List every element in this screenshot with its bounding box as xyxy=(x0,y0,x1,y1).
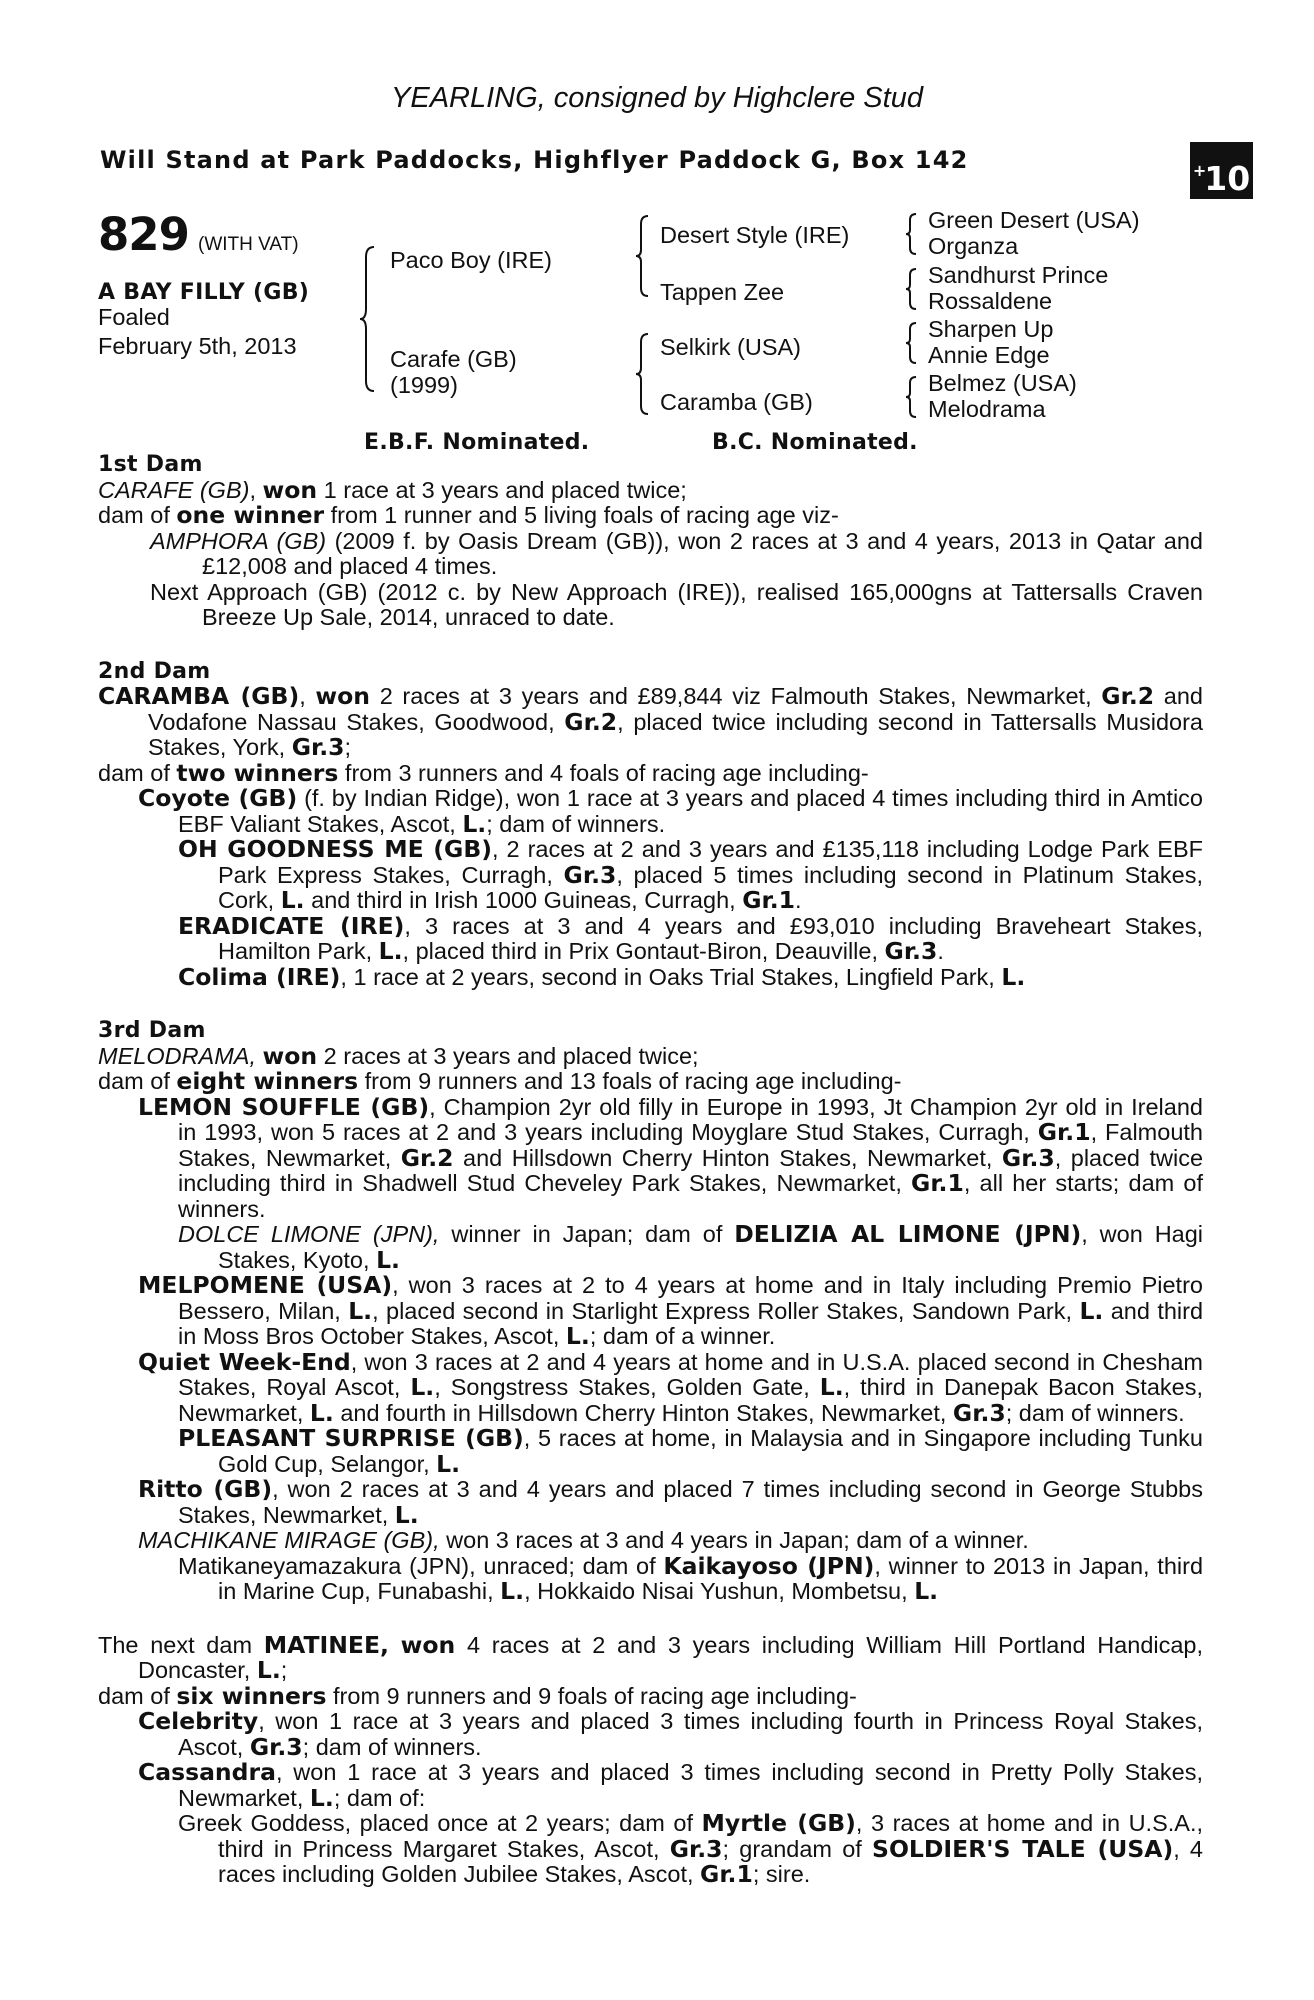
brace-dam-line xyxy=(636,332,650,416)
produce-celebrity: Celebrity, won 1 race at 3 years and placed 3 times including fourth in Princess Royal Stakes, Ascot, Gr.3; dam of winners. xyxy=(138,1707,1203,1761)
brace-g3 xyxy=(906,321,918,365)
badge-number: 10 xyxy=(1204,159,1251,198)
produce-cassandra: Cassandra, won 1 race at 3 years and placed 3 times including second in Pretty Polly Stakes, Newmarket, L.; dam of: xyxy=(138,1758,1203,1812)
produce-pleasant-surprise: PLEASANT SURPRISE (GB), 5 races at home, in Malaysia and in Singapore including Tunku Gold Cup, Selangor, L. xyxy=(178,1424,1203,1478)
lot-vat: (WITH VAT) xyxy=(198,234,299,255)
sire-name: Paco Boy (IRE) xyxy=(390,247,552,273)
brace-sire-dam xyxy=(360,245,376,393)
produce-greek-goddess: Greek Goddess, placed once at 2 years; dam of Myrtle (GB), 3 races at home and in U.S.A., third in Princess Margaret Stakes, Ascot, Gr.3; grandam of SOLDIER'S TALE (USA), 4 races including Golden Jubilee Stakes, Ascot, Gr.1; sire. xyxy=(178,1809,1204,1888)
produce-oh-goodness-me: OH GOODNESS ME (GB), 2 races at 2 and 3 years and £135,118 including Lodge Park EBF Park Express Stakes, Curragh, Gr.3, placed 5 times including second in Platinum Stakes, Cork, L. and third in Irish 1000 Guineas, Curragh, Gr.1. xyxy=(178,835,1204,914)
dam2-produce-summary: dam of two winners from 3 runners and 4 foals of racing age including- xyxy=(98,758,869,787)
sire-sire: Desert Style (IRE) xyxy=(660,222,850,248)
brace-g4 xyxy=(906,375,918,419)
dam-sire: Selkirk (USA) xyxy=(660,334,802,360)
ped-dds: Belmez (USA) xyxy=(928,370,1077,396)
horse-title: A BAY FILLY (GB) xyxy=(98,280,310,305)
produce-ritto: Ritto (GB), won 2 races at 3 and 4 years and placed 7 times including second in George Stubbs Stakes, Newmarket, L. xyxy=(138,1475,1203,1529)
dam3-produce-summary: dam of eight winners from 9 runners and 13 foals of racing age including- xyxy=(98,1067,902,1095)
dam1-record: CARAFE (GB), won 1 race at 3 years and placed twice; xyxy=(98,475,687,504)
dam2-heading: 2nd Dam xyxy=(98,658,211,684)
ped-dsd: Annie Edge xyxy=(928,342,1050,368)
catalogue-content xyxy=(98,452,1203,1888)
foaled-label: Foaled xyxy=(98,304,170,330)
produce-eradicate: ERADICATE (IRE), 3 races at 3 and 4 years and £93,010 including Braveheart Stakes, Hamilton Park, L., placed third in Prix Gontaut-Biron, Deauville, Gr.3. xyxy=(178,911,1203,965)
brace-g2 xyxy=(906,267,918,311)
foaled-date: February 5th, 2013 xyxy=(98,333,297,359)
produce-machikane-mirage: MACHIKANE MIRAGE (GB), won 3 races at 3 and 4 years in Japan; dam of a winner. xyxy=(138,1527,1029,1553)
ebf-nominated: E.B.F. Nominated. xyxy=(364,430,590,455)
dam-name: Carafe (GB) xyxy=(390,346,517,372)
ped-sds: Sandhurst Prince xyxy=(928,262,1109,288)
produce-dolce-limone: DOLCE LIMONE (JPN), winner in Japan; dam of DELIZIA AL LIMONE (JPN), won Hagi Stakes, Kyoto, L. xyxy=(178,1220,1204,1274)
ped-ssd: Organza xyxy=(928,233,1019,259)
dam-dam: Caramba (GB) xyxy=(660,389,813,415)
dam1-produce-summary: dam of one winner from 1 runner and 5 living foals of racing age viz- xyxy=(98,501,839,529)
stand-location: Will Stand at Park Paddocks, Highflyer Paddock G, Box 142 xyxy=(100,146,969,174)
next-dam-produce-summary: dam of six winners from 9 runners and 9 foals of racing age including- xyxy=(98,1681,857,1710)
dam1-heading: 1st Dam xyxy=(98,452,203,477)
page-title: YEARLING, consigned by Highclere Stud xyxy=(391,82,923,114)
produce-next-approach: Next Approach (GB) (2012 c. by New Approach (IRE)), realised 165,000gns at Tattersalls Craven Breeze Up Sale, 2014, unraced to date. xyxy=(150,578,1203,630)
produce-amphora: AMPHORA (GB) (2009 f. by Oasis Dream (GB)), won 2 races at 3 and 4 years, 2013 in Qatar and £12,008 and placed 4 times. xyxy=(150,527,1203,579)
ped-dss: Sharpen Up xyxy=(928,316,1054,342)
dam2-record: CARAMBA (GB), won 2 races at 3 years and £89,844 viz Falmouth Stakes, Newmarket, Gr.2 and Vodafone Nassau Stakes, Goodwood, Gr.2, placed twice including second in Tattersalls Musidora Stakes, York, Gr.3; xyxy=(98,682,1203,761)
ped-ddd: Melodrama xyxy=(928,396,1046,422)
produce-colima: Colima (IRE), 1 race at 2 years, second in Oaks Trial Stakes, Lingfield Park, L. xyxy=(178,962,1026,991)
produce-lemon-souffle: LEMON SOUFFLE (GB), Champion 2yr old filly in Europe in 1993, Jt Champion 2yr old in Ireland in 1993, won 5 races at 2 and 3 years including Moyglare Stud Stakes, Curragh, Gr.1, Falmouth Stakes, Newmarket, Gr.2 and Hillsdown Cherry Hinton Stakes, Newmarket, Gr.3, placed twice including third in Shadwell Stud Cheveley Park Stakes, Newmarket, Gr.1, all her starts; dam of winners. xyxy=(138,1092,1204,1222)
ped-sss: Green Desert (USA) xyxy=(928,207,1140,233)
lot-number: 829 xyxy=(98,208,189,261)
bc-nominated: B.C. Nominated. xyxy=(712,430,918,455)
lot-badge xyxy=(1190,142,1253,199)
dam3-record: MELODRAMA, won 2 races at 3 years and placed twice; xyxy=(98,1041,699,1070)
next-dam-record: The next dam MATINEE, won 4 races at 2 and 3 years including William Hill Portland Handicap, Doncaster, L.; xyxy=(98,1630,1204,1684)
produce-melpomene: MELPOMENE (USA), won 3 races at 2 to 4 years at home and in Italy including Premio Pietro Bessero, Milan, L., placed second in Starlight Express Roller Stakes, Sandown Park, L. and third in Moss Bros October Stakes, Ascot, L.; dam of a winner. xyxy=(138,1271,1204,1350)
produce-coyote: Coyote (GB) (f. by Indian Ridge), won 1 race at 3 years and placed 4 times including third in Amtico EBF Valiant Stakes, Ascot, L.; dam of winners. xyxy=(138,784,1204,838)
sire-dam: Tappen Zee xyxy=(660,279,785,305)
ped-sdd: Rossaldene xyxy=(928,288,1053,314)
badge-plus: + xyxy=(1192,161,1207,180)
brace-g1 xyxy=(906,212,918,256)
dam-year: (1999) xyxy=(390,372,458,398)
dam3-heading: 3rd Dam xyxy=(98,1018,206,1043)
brace-sire-line xyxy=(636,214,650,298)
produce-quiet-week-end: Quiet Week-End, won 3 races at 2 and 4 years at home and in U.S.A. placed second in Chesham Stakes, Royal Ascot, L., Songstress Stakes, Golden Gate, L., third in Danepak Bacon Stakes, Newmarket, L. and fourth in Hillsdown Cherry Hinton Stakes, Newmarket, Gr.3; dam of winners. xyxy=(138,1347,1204,1427)
produce-matikaneyamazakura: Matikaneyamazakura (JPN), unraced; dam of Kaikayoso (JPN), winner to 2013 in Japan, third in Marine Cup, Funabashi, L., Hokkaido Nisai Yushun, Mombetsu, L. xyxy=(178,1551,1204,1605)
